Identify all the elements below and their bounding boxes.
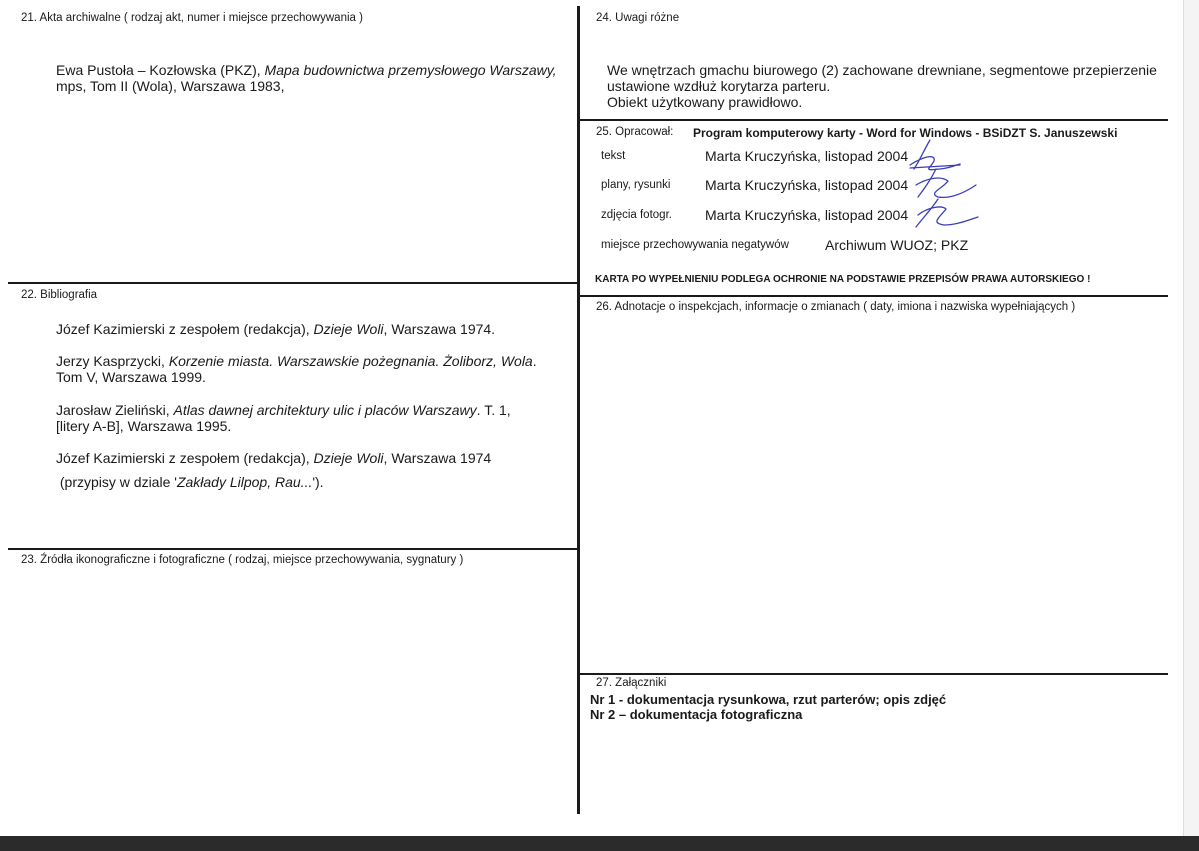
- attachment-item: Nr 1 - dokumentacja rysunkowa, rzut parterów; opis zdjęć: [590, 692, 947, 707]
- bibliography-author: Józef Kazimierski z zespołem (redakcja),: [56, 321, 314, 337]
- remarks-text: [607, 62, 1157, 110]
- remarks-line: Obiekt użytkowany prawidłowo.: [607, 94, 803, 110]
- author-row-label: zdjęcia fotogr.: [601, 209, 672, 221]
- bibliography-item-2: [56, 353, 537, 385]
- scan-bottom-edge: [0, 836, 1199, 851]
- bibliography-rest: . T. 1,: [476, 402, 511, 418]
- divider-22-23: [8, 548, 578, 550]
- center-divider: [577, 6, 580, 814]
- divider-26-27: [580, 673, 1168, 675]
- section-24-header: 24. Uwagi różne: [596, 12, 680, 24]
- bibliography-note-post: ').: [312, 474, 324, 490]
- section-23-header: 23. Źródła ikonograficzne i fotograficzne ( rodzaj, miejsce przechowywania, sygnatury ): [21, 554, 464, 566]
- archive-entry-title: Mapa budownictwa przemysłowego Warszawy,: [264, 62, 557, 78]
- divider-25-26: [580, 295, 1168, 297]
- author-row-label: plany, rysunki: [601, 179, 671, 191]
- bibliography-rest: , Warszawa 1974.: [383, 321, 496, 337]
- negatives-label: miejsce przechowywania negatywów: [601, 239, 789, 251]
- negatives-value: Archiwum WUOZ; PKZ: [825, 237, 969, 253]
- bibliography-title: Korzenie miasta. Warszawskie pożegnania. Żoliborz, Wola: [168, 353, 533, 369]
- attachments-list: [590, 692, 946, 722]
- remarks-line: We wnętrzach gmachu biurowego (2) zachowane drewniane, segmentowe przepierzenie: [607, 62, 1157, 78]
- bibliography-item-1: [56, 321, 495, 337]
- bibliography-line2: Tom V, Warszawa 1999.: [56, 369, 206, 385]
- bibliography-item-4: [56, 450, 491, 466]
- section-27-header: 27. Załączniki: [596, 677, 667, 689]
- bibliography-note-pre: (przypisy w dziale ': [56, 474, 177, 490]
- section-25-header: 25. Opracował:: [596, 126, 674, 138]
- section-22-header: 22. Bibliografia: [21, 289, 98, 301]
- archive-entry: [56, 62, 566, 94]
- bibliography-item-3: [56, 402, 511, 434]
- section-21-header: 21. Akta archiwalne ( rodzaj akt, numer i miejsce przechowywania ): [21, 12, 363, 24]
- bibliography-note-title: Zakłady Lilpop, Rau...: [176, 474, 313, 490]
- bibliography-item-4-note: [56, 474, 324, 490]
- scan-right-edge: [1183, 0, 1199, 836]
- signature-initials-icon: [900, 135, 990, 235]
- bibliography-line2: [litery A-B], Warszawa 1995.: [56, 418, 232, 434]
- divider-24-25: [580, 119, 1168, 121]
- author-row-label: tekst: [601, 150, 626, 162]
- section-26-header: 26. Adnotacje o inspekcjach, informacje o zmianach ( daty, imiona i nazwiska wypełniających ): [596, 301, 1076, 313]
- author-row-value: Marta Kruczyńska, listopad 2004: [705, 207, 909, 223]
- archive-entry-rest: mps, Tom II (Wola), Warszawa 1983,: [56, 78, 285, 94]
- bibliography-title: Atlas dawnej architektury ulic i placów Warszawy: [173, 402, 477, 418]
- bibliography-rest: , Warszawa 1974: [383, 450, 492, 466]
- archive-entry-author: Ewa Pustoła – Kozłowska (PKZ),: [56, 62, 265, 78]
- bibliography-title: Dzieje Woli: [313, 450, 384, 466]
- bibliography-author: Jarosław Zieliński,: [56, 402, 174, 418]
- program-credit: Program komputerowy karty - Word for Windows - BSiDZT S. Januszewski: [693, 126, 1118, 140]
- attachment-item: Nr 2 – dokumentacja fotograficzna: [590, 707, 803, 722]
- bibliography-rest: .: [532, 353, 537, 369]
- bibliography-title: Dzieje Woli: [313, 321, 384, 337]
- author-row-value: Marta Kruczyńska, listopad 2004: [705, 148, 909, 164]
- bibliography-author: Jerzy Kasprzycki,: [56, 353, 169, 369]
- remarks-line: ustawione wzdłuż korytarza parteru.: [607, 78, 831, 94]
- bibliography-author: Józef Kazimierski z zespołem (redakcja),: [56, 450, 314, 466]
- copyright-notice: KARTA PO WYPEŁNIENIU PODLEGA OCHRONIE NA PODSTAWIE PRZEPISÓW PRAWA AUTORSKIEGO !: [595, 274, 1091, 285]
- divider-21-22: [8, 282, 578, 284]
- author-row-value: Marta Kruczyńska, listopad 2004: [705, 177, 909, 193]
